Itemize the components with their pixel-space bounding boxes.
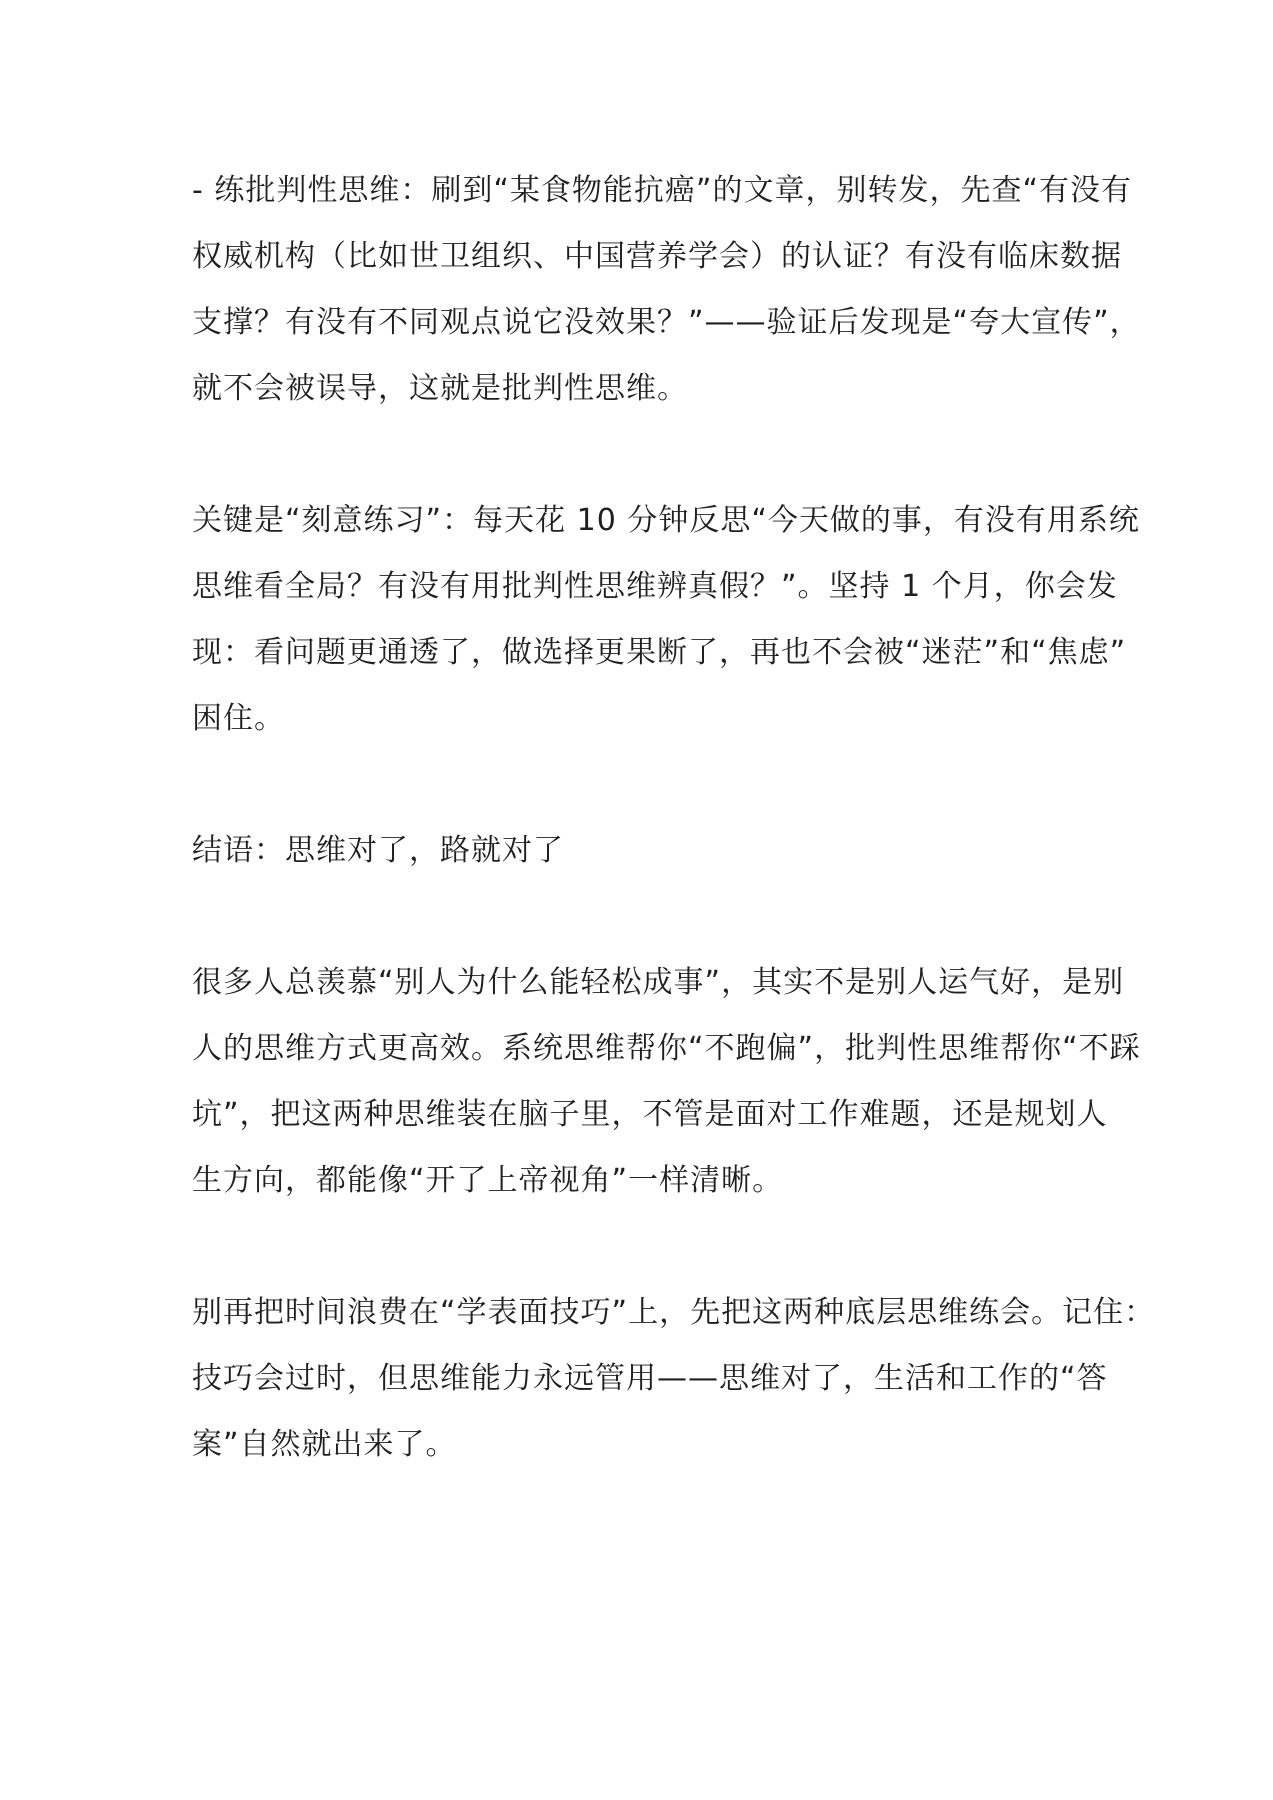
paragraph-closing (192, 1280, 1156, 1478)
text-line: 就不会被误导，这就是批判性思维。 (192, 371, 688, 406)
text-line: 坑”，把这两种思维装在脑子里，不管是面对工作难题，还是规划人 (192, 1097, 1108, 1132)
text-line: 结语：思维对了，路就对了 (192, 833, 564, 868)
text-line: 困住。 (192, 701, 285, 736)
text-line: 人的思维方式更高效。系统思维帮你“不跑偏”，批判性思维帮你“不踩 (192, 1031, 1141, 1066)
text-line: - 练批判性思维：刷到“某食物能抗癌”的文章，别转发，先查“有没有 (192, 173, 1132, 208)
text-line: 案”自然就出来了。 (192, 1427, 457, 1462)
text-line: 思维看全局？有没有用批判性思维辨真假？”。坚持 1 个月，你会发 (192, 569, 1118, 604)
paragraph-efficient-thinking (192, 950, 1141, 1214)
text-line: 现：看问题更通透了，做选择更果断了，再也不会被“迷茫”和“焦虑” (192, 635, 1127, 670)
text-line: 关键是“刻意练习”：每天花 10 分钟反思“今天做的事，有没有用系统 (192, 503, 1140, 538)
text-line: 技巧会过时，但思维能力永远管用——思维对了，生活和工作的“答 (192, 1361, 1108, 1396)
text-line: 别再把时间浪费在“学表面技巧”上，先把这两种底层思维练会。记住： (192, 1295, 1156, 1330)
text-line: 支撑？有没有不同观点说它没效果？”——验证后发现是“夸大宣传”， (192, 305, 1141, 340)
document-body (192, 158, 1156, 1544)
text-line: 生方向，都能像“开了上帝视角”一样清晰。 (192, 1163, 784, 1198)
section-heading-conclusion (192, 818, 1082, 884)
text-line: 权威机构（比如世卫组织、中国营养学会）的认证？有没有临床数据 (192, 239, 1122, 274)
paragraph-critical-thinking-practice (192, 158, 1141, 422)
paragraph-deliberate-practice (192, 488, 1140, 752)
text-line: 很多人总羡慕“别人为什么能轻松成事”，其实不是别人运气好，是别 (192, 965, 1125, 1000)
